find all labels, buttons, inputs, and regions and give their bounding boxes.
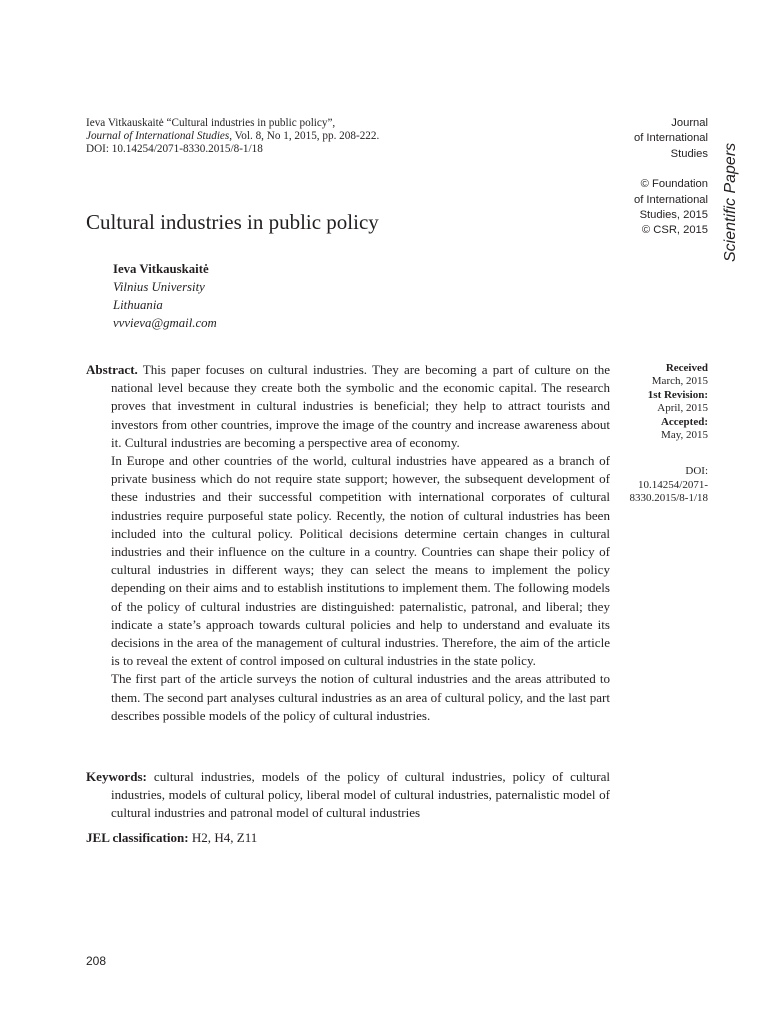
keywords-section bbox=[86, 768, 610, 823]
accepted-date: May, 2015 bbox=[661, 429, 708, 442]
author-name: Ieva Vitkauskaitė bbox=[113, 262, 209, 276]
accepted-label: Accepted: bbox=[660, 415, 708, 428]
keywords-label: Keywords: bbox=[86, 769, 147, 784]
jel-label: JEL classification: bbox=[86, 830, 189, 845]
copyright-line: Studies, 2015 bbox=[639, 209, 708, 222]
citation-line-2 bbox=[86, 130, 506, 143]
citation-header bbox=[86, 117, 506, 156]
copyright-line: © CSR, 2015 bbox=[641, 224, 708, 237]
submission-meta bbox=[598, 362, 708, 506]
citation-journal-name: Journal of International Studies bbox=[86, 130, 230, 142]
jel-classification bbox=[86, 830, 257, 846]
abstract-section bbox=[86, 361, 610, 725]
paper-title: Cultural industries in public policy bbox=[86, 210, 379, 234]
author-block bbox=[113, 260, 217, 332]
side-label-text: Scientific Papers bbox=[722, 142, 739, 262]
citation-volume: , Vol. 8, No 1, 2015, pp. 208-222. bbox=[229, 130, 380, 142]
journal-line: of International bbox=[633, 132, 708, 145]
abstract-paragraph-1 bbox=[86, 361, 610, 452]
citation-line-1: Ieva Vitkauskaitė “Cultural industries in public policy”, bbox=[86, 117, 336, 129]
doi-value-2: 8330.2015/8-1/18 bbox=[629, 492, 708, 505]
author-country: Lithuania bbox=[113, 298, 163, 312]
received-label: Received bbox=[665, 362, 708, 374]
author-affiliation: Vilnius University bbox=[113, 280, 205, 294]
revision-date: April, 2015 bbox=[657, 402, 708, 415]
abstract-paragraph-3: The first part of the article surveys the notion of cultural industries and the areas attributed to them. The second part analyses cultural industries as an area of cultural policy, and the last part describes possible models of the policy of cultural industries. bbox=[111, 671, 610, 723]
doi-label: DOI: bbox=[685, 465, 708, 478]
scientific-papers-side-label bbox=[706, 110, 746, 265]
journal-spacer bbox=[508, 162, 708, 177]
doi-block bbox=[598, 465, 708, 505]
received-date: March, 2015 bbox=[651, 375, 708, 388]
citation-doi: DOI: 10.14254/2071-8330.2015/8-1/18 bbox=[86, 143, 263, 155]
abstract-paragraph-2: In Europe and other countries of the world, cultural industries have appeared as a branch of private business which do not require state support; however, the subsequent development of these industries and their successful competition with international corporates of cultural industries require purposeful state policy. Recently, the notion of cultural industries has been included into the cultural policy. Political decisions determine certain changes in cultural industries and their influence on the culture in a country. Countries can shape their policy of cultural industries in different ways; they can select the means to implement the policy depending on their aims and to establish institutions to implement them. The following models of the policy of cultural industries are distinguished: paternalistic, patronal, and liberal; they indicate a state’s approach towards cultural policies and help to understand and evaluate its decisions in the area of the management of cultural industries. Therefore, the aim of the article is to reveal the extent of control imposed on cultural industries in the state policy. bbox=[111, 453, 610, 669]
copyright-line: of International bbox=[633, 193, 708, 206]
author-email: vvvieva@gmail.com bbox=[113, 316, 217, 330]
doi-value-1: 10.14254/2071- bbox=[638, 478, 708, 491]
journal-line: Studies bbox=[670, 147, 708, 160]
journal-info-block bbox=[508, 116, 708, 239]
journal-line: Journal bbox=[671, 117, 708, 129]
page-number: 208 bbox=[86, 954, 107, 968]
keywords-paragraph bbox=[86, 768, 610, 823]
jel-codes: H2, H4, Z11 bbox=[191, 830, 258, 845]
abstract-label: Abstract. bbox=[86, 362, 138, 377]
abstract-text-1: This paper focuses on cultural industries. They are becoming a part of culture on the national level because they create both the symbolic and the economic capital. The research proves that investment in cultural industries is beneficial; they help to attract tourists and investors from other countries, improve the image of the country and increase awareness about it. Cultural industries are becoming a perspective area of economy. bbox=[111, 362, 611, 450]
revision-label: 1st Revision: bbox=[647, 388, 708, 401]
keywords-text: cultural industries, models of the policy of cultural industries, policy of cultural industries, models of cultural policy, liberal model of cultural industries, paternalistic model of cultural industries and patronal model of cultural industries bbox=[111, 769, 610, 821]
copyright-line: © Foundation bbox=[640, 178, 708, 191]
